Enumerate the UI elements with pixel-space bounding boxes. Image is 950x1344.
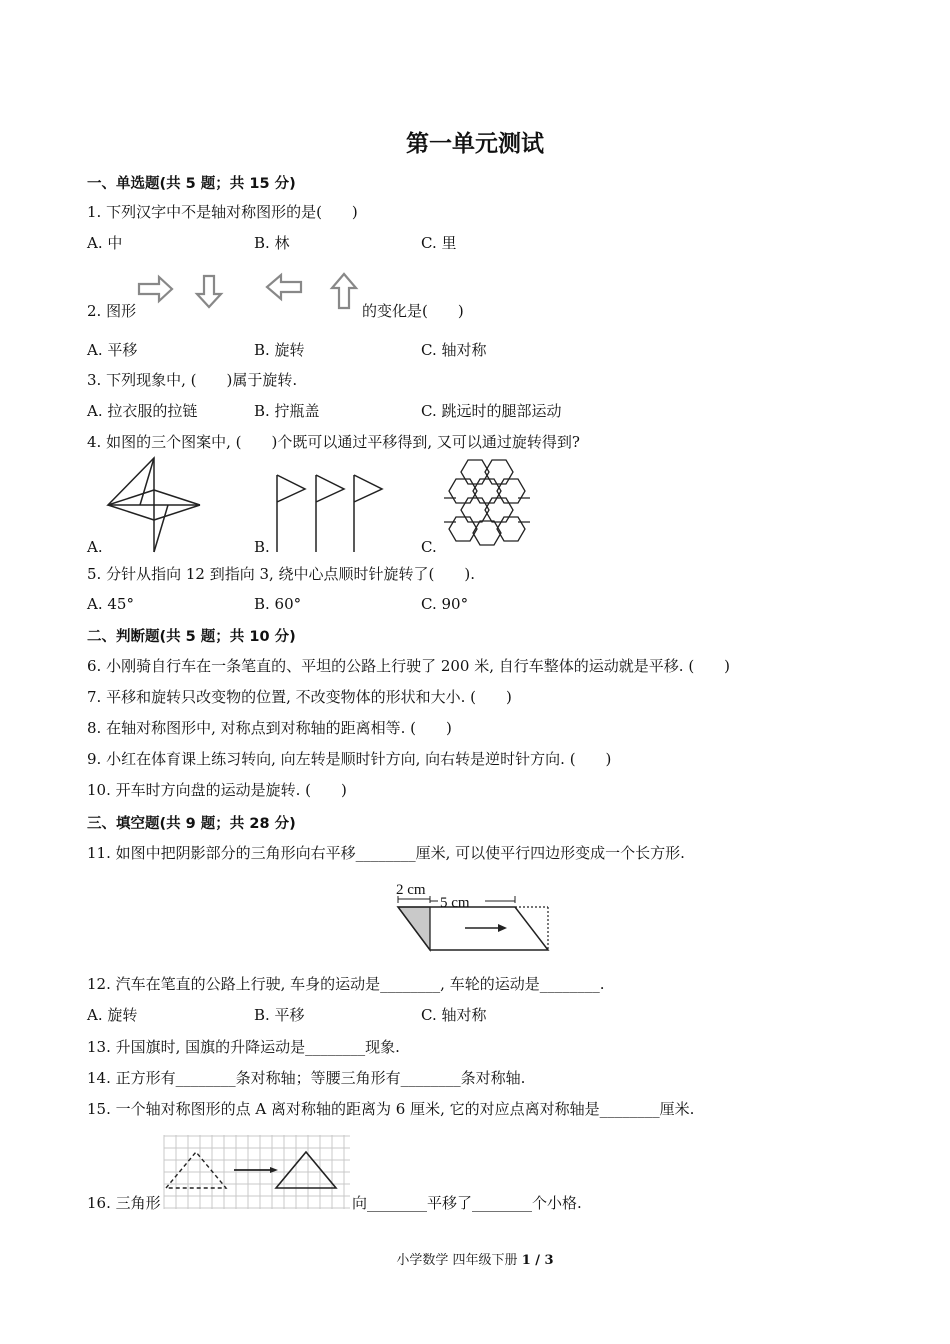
question-12-option-a[interactable]: A. 旋转 [87, 1006, 138, 1024]
section-heading-true-false: 二、判断题(共 5 题；共 10 分) [87, 629, 296, 645]
section-heading-single-choice: 一、单选题(共 5 题；共 15 分) [87, 176, 296, 192]
question-5-option-c[interactable]: C. 90° [421, 595, 469, 613]
question-7: 7. 平移和旋转只改变物的位置, 不改变物体的形状和大小. ( ) [87, 688, 512, 706]
question-9: 9. 小红在体育课上练习转向, 向左转是顺时针方向, 向右转是逆时针方向. ( ) [87, 750, 612, 768]
question-1-option-b[interactable]: B. 林 [254, 234, 290, 252]
question-3-option-c[interactable]: C. 跳远时的腿部运动 [421, 402, 562, 420]
question-15: 15. 一个轴对称图形的点 A 离对称轴的距离为 6 厘米, 它的对应点离对称轴是________厘米. [87, 1100, 695, 1118]
question-13: 13. 升国旗时, 国旗的升降运动是________现象. [87, 1038, 400, 1056]
section-heading-fill-blank: 三、填空题(共 9 题；共 28 分) [87, 816, 296, 832]
question-14: 14. 正方形有________条对称轴；等腰三角形有________条对称轴. [87, 1069, 526, 1087]
question-2-option-a[interactable]: A. 平移 [87, 341, 138, 359]
question-5-option-a[interactable]: A. 45° [87, 595, 134, 613]
question-1-option-c[interactable]: C. 里 [421, 234, 457, 252]
page-number: 1 / 3 [521, 1253, 554, 1268]
pinwheel-figure [105, 456, 205, 554]
question-2-prefix: 2. 图形 [87, 302, 137, 320]
question-16-prefix: 16. 三角形 [87, 1194, 161, 1212]
question-12-stem: 12. 汽车在笔直的公路上行驶, 车身的运动是________, 车轮的运动是________. [87, 975, 605, 993]
question-6: 6. 小刚骑自行车在一条笔直的、平坦的公路上行驶了 200 米, 自行车整体的运动就是平移. ( ) [87, 657, 731, 675]
question-4-option-a[interactable]: A. [87, 538, 103, 556]
question-3-option-a[interactable]: A. 拉衣服的拉链 [87, 402, 198, 420]
question-16-suffix: 向________平移了________个小格. [352, 1194, 582, 1212]
question-4-option-c[interactable]: C. [421, 538, 437, 556]
figure-label-5cm: 5 cm [440, 895, 470, 911]
figure-label-2cm: 2 cm [396, 882, 426, 898]
question-4-stem: 4. 如图的三个图案中, ( )个既可以通过平移得到, 又可以通过旋转得到? [87, 433, 580, 451]
question-1-stem: 1. 下列汉字中不是轴对称图形的是( ) [87, 203, 358, 221]
parallelogram-figure [390, 878, 555, 953]
triangle-grid-figure [162, 1133, 352, 1211]
question-2-suffix: 的变化是( ) [362, 302, 464, 320]
question-4-option-b[interactable]: B. [254, 538, 270, 556]
page-title: 第一单元测试 [406, 131, 544, 157]
footer-text: 小学数学 四年级下册 [396, 1253, 518, 1268]
question-10: 10. 开车时方向盘的运动是旋转. ( ) [87, 781, 347, 799]
question-5-option-b[interactable]: B. 60° [254, 595, 302, 613]
flags-figure [270, 472, 385, 554]
question-8: 8. 在轴对称图形中, 对称点到对称轴的距离相等. ( ) [87, 719, 452, 737]
question-3-stem: 3. 下列现象中, ( )属于旋转. [87, 371, 298, 389]
arrow-sequence-figure [135, 270, 365, 312]
question-11-stem: 11. 如图中把阴影部分的三角形向右平移________厘米, 可以使平行四边形变成一个长方形. [87, 844, 685, 862]
question-2-option-c[interactable]: C. 轴对称 [421, 341, 487, 359]
question-12-option-b[interactable]: B. 平移 [254, 1006, 305, 1024]
question-3-option-b[interactable]: B. 拧瓶盖 [254, 402, 320, 420]
question-1-option-a[interactable]: A. 中 [87, 234, 123, 252]
page-footer [0, 1249, 950, 1268]
question-12-option-c[interactable]: C. 轴对称 [421, 1006, 487, 1024]
hexagon-pattern-figure [440, 457, 535, 552]
question-5-stem: 5. 分针从指向 12 到指向 3, 绕中心点顺时针旋转了( ). [87, 565, 476, 583]
question-2-option-b[interactable]: B. 旋转 [254, 341, 305, 359]
